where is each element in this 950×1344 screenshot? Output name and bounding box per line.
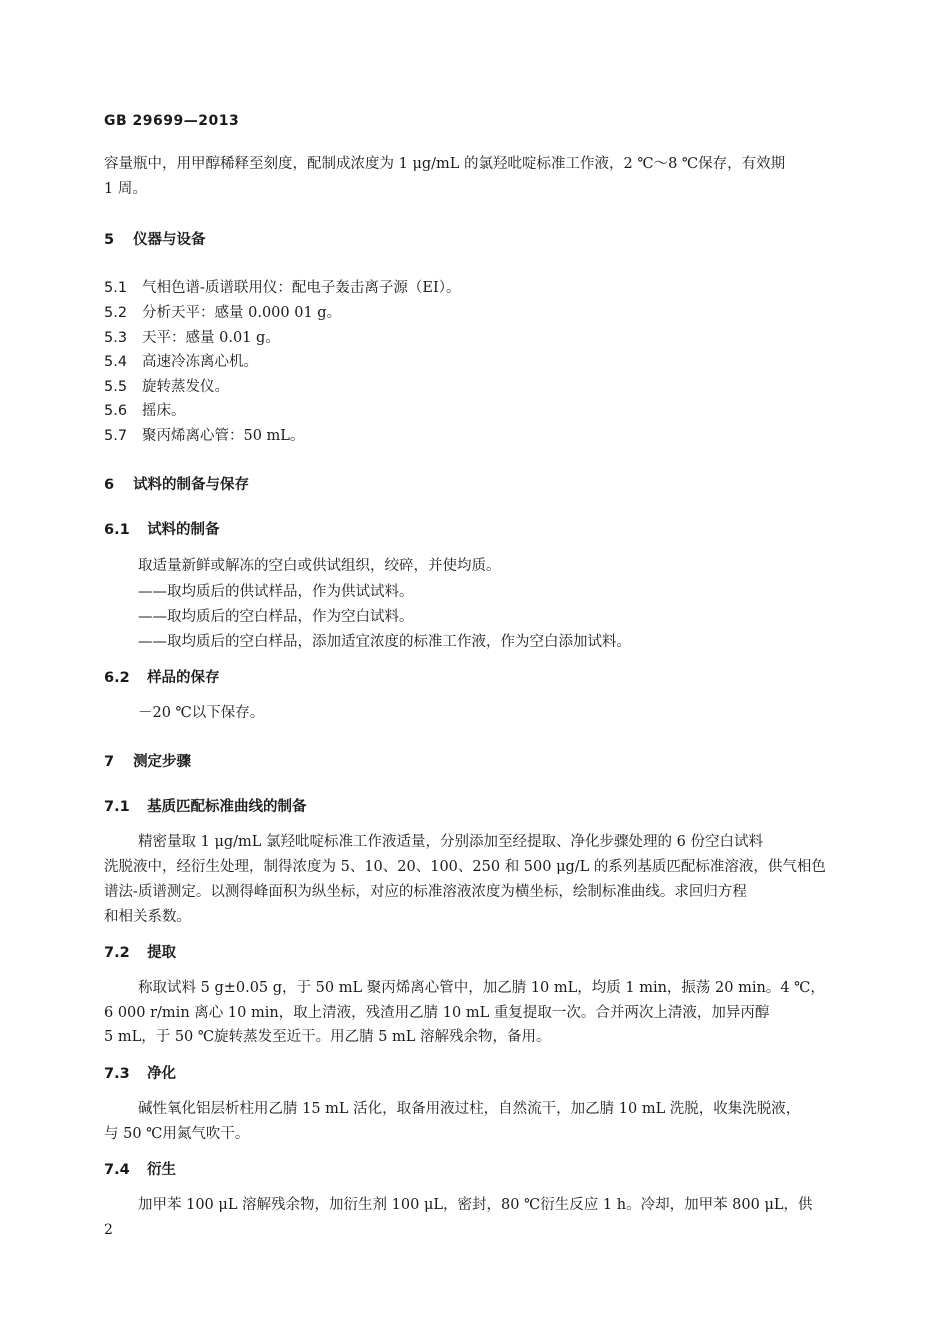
section-6-1-heading bbox=[104, 518, 220, 539]
section-number: 7.3 bbox=[104, 1066, 130, 1082]
paragraph-6-1: 取适量新鲜或解冻的空白或供试组织，绞碎，并使均质。 bbox=[138, 558, 501, 574]
paragraph-7-1-line-2: 洗脱液中，经衍生处理，制得浓度为 5、10、20、100、250 和 500 μg/L 的系列基质匹配标准溶液，供气相色 bbox=[104, 859, 826, 875]
section-title: 提取 bbox=[147, 945, 177, 961]
item-text: 聚丙烯离心管：50 mL。 bbox=[142, 428, 305, 444]
paragraph-7-4-line-1: 加甲苯 100 μL 溶解残余物，加衍生剂 100 μL，密封，80 ℃衍生反应 1 h。冷却，加甲苯 800 μL，供 bbox=[138, 1197, 813, 1213]
section-number: 7.4 bbox=[104, 1162, 130, 1178]
item-text: 摇床。 bbox=[142, 403, 186, 419]
paragraph-7-2-line-3: 5 mL，于 50 ℃旋转蒸发至近干。用乙腈 5 mL 溶解残余物，备用。 bbox=[104, 1029, 551, 1045]
item-text: 旋转蒸发仪。 bbox=[142, 379, 229, 395]
item-text: 高速冷冻离心机。 bbox=[142, 354, 258, 370]
paragraph-7-2-line-1: 称取试料 5 g±0.05 g，于 50 mL 聚丙烯离心管中，加乙腈 10 mL，均质 1 min，振荡 20 min。4 ℃， bbox=[138, 980, 825, 996]
intro-line-1: 容量瓶中，用甲醇稀释至刻度，配制成浓度为 1 μg/mL 的氯羟吡啶标准工作液，2 ℃～8 ℃保存，有效期 bbox=[104, 156, 786, 172]
list-item-5-5 bbox=[104, 375, 229, 396]
item-number: 5.3 bbox=[104, 330, 128, 346]
section-7-4-heading bbox=[104, 1158, 176, 1179]
list-item-5-3 bbox=[104, 326, 280, 347]
section-number: 5 bbox=[104, 232, 115, 248]
dash-item-2: ——取均质后的空白样品，作为空白试料。 bbox=[138, 609, 414, 625]
intro-line-2: 1 周。 bbox=[104, 181, 147, 197]
paragraph-7-1-line-3: 谱法-质谱测定。以测得峰面积为纵坐标，对应的标准溶液浓度为横坐标，绘制标准曲线。求回归方程 bbox=[104, 884, 747, 900]
section-number: 7.2 bbox=[104, 945, 130, 961]
page-number: 2 bbox=[104, 1222, 113, 1238]
section-7-heading bbox=[104, 750, 191, 771]
item-number: 5.5 bbox=[104, 379, 128, 395]
section-number: 7 bbox=[104, 754, 115, 770]
list-item-5-4 bbox=[104, 350, 258, 371]
section-number: 6.1 bbox=[104, 522, 130, 538]
dash-item-1: ——取均质后的供试样品，作为供试试料。 bbox=[138, 584, 414, 600]
section-title: 基质匹配标准曲线的制备 bbox=[147, 799, 307, 815]
section-6-2-heading bbox=[104, 666, 220, 687]
paragraph-6-2: －20 ℃以下保存。 bbox=[138, 705, 265, 721]
section-title: 试料的制备与保存 bbox=[133, 477, 250, 493]
section-7-2-heading bbox=[104, 941, 176, 962]
section-6-heading bbox=[104, 473, 249, 494]
item-number: 5.2 bbox=[104, 305, 128, 321]
list-item-5-1 bbox=[104, 276, 460, 297]
section-number: 6 bbox=[104, 477, 115, 493]
item-number: 5.6 bbox=[104, 403, 128, 419]
list-item-5-6 bbox=[104, 399, 186, 420]
item-number: 5.7 bbox=[104, 428, 128, 444]
section-title: 衍生 bbox=[147, 1162, 177, 1178]
paragraph-7-3-line-2: 与 50 ℃用氮气吹干。 bbox=[104, 1126, 250, 1142]
dash-item-3: ——取均质后的空白样品，添加适宜浓度的标准工作液，作为空白添加试料。 bbox=[138, 634, 631, 650]
paragraph-7-3-line-1: 碱性氧化铝层析柱用乙腈 15 mL 活化，取备用液过柱，自然流干，加乙腈 10 mL 洗脱，收集洗脱液， bbox=[138, 1101, 801, 1117]
standard-code: GB 29699—2013 bbox=[104, 113, 240, 129]
paragraph-7-1-line-1: 精密量取 1 μg/mL 氯羟吡啶标准工作液适量，分别添加至经提取、净化步骤处理的 6 份空白试料 bbox=[138, 834, 763, 850]
item-text: 天平：感量 0.01 g。 bbox=[142, 330, 280, 346]
list-item-5-7 bbox=[104, 424, 304, 445]
section-title: 仪器与设备 bbox=[133, 232, 206, 248]
section-number: 6.2 bbox=[104, 670, 130, 686]
item-number: 5.1 bbox=[104, 280, 128, 296]
section-title: 试料的制备 bbox=[147, 522, 220, 538]
section-5-heading bbox=[104, 228, 206, 249]
item-text: 气相色谱-质谱联用仪：配电子轰击离子源（EI）。 bbox=[142, 280, 461, 296]
paragraph-7-2-line-2: 6 000 r/min 离心 10 min，取上清液，残渣用乙腈 10 mL 重复提取一次。合并两次上清液，加异丙醇 bbox=[104, 1005, 770, 1021]
paragraph-7-1-line-4: 和相关系数。 bbox=[104, 909, 191, 925]
section-title: 测定步骤 bbox=[133, 754, 192, 770]
section-7-3-heading bbox=[104, 1062, 176, 1083]
list-item-5-2 bbox=[104, 301, 341, 322]
item-text: 分析天平：感量 0.000 01 g。 bbox=[142, 305, 342, 321]
section-7-1-heading bbox=[104, 795, 307, 816]
section-title: 样品的保存 bbox=[147, 670, 220, 686]
section-title: 净化 bbox=[147, 1066, 177, 1082]
item-number: 5.4 bbox=[104, 354, 128, 370]
section-number: 7.1 bbox=[104, 799, 130, 815]
